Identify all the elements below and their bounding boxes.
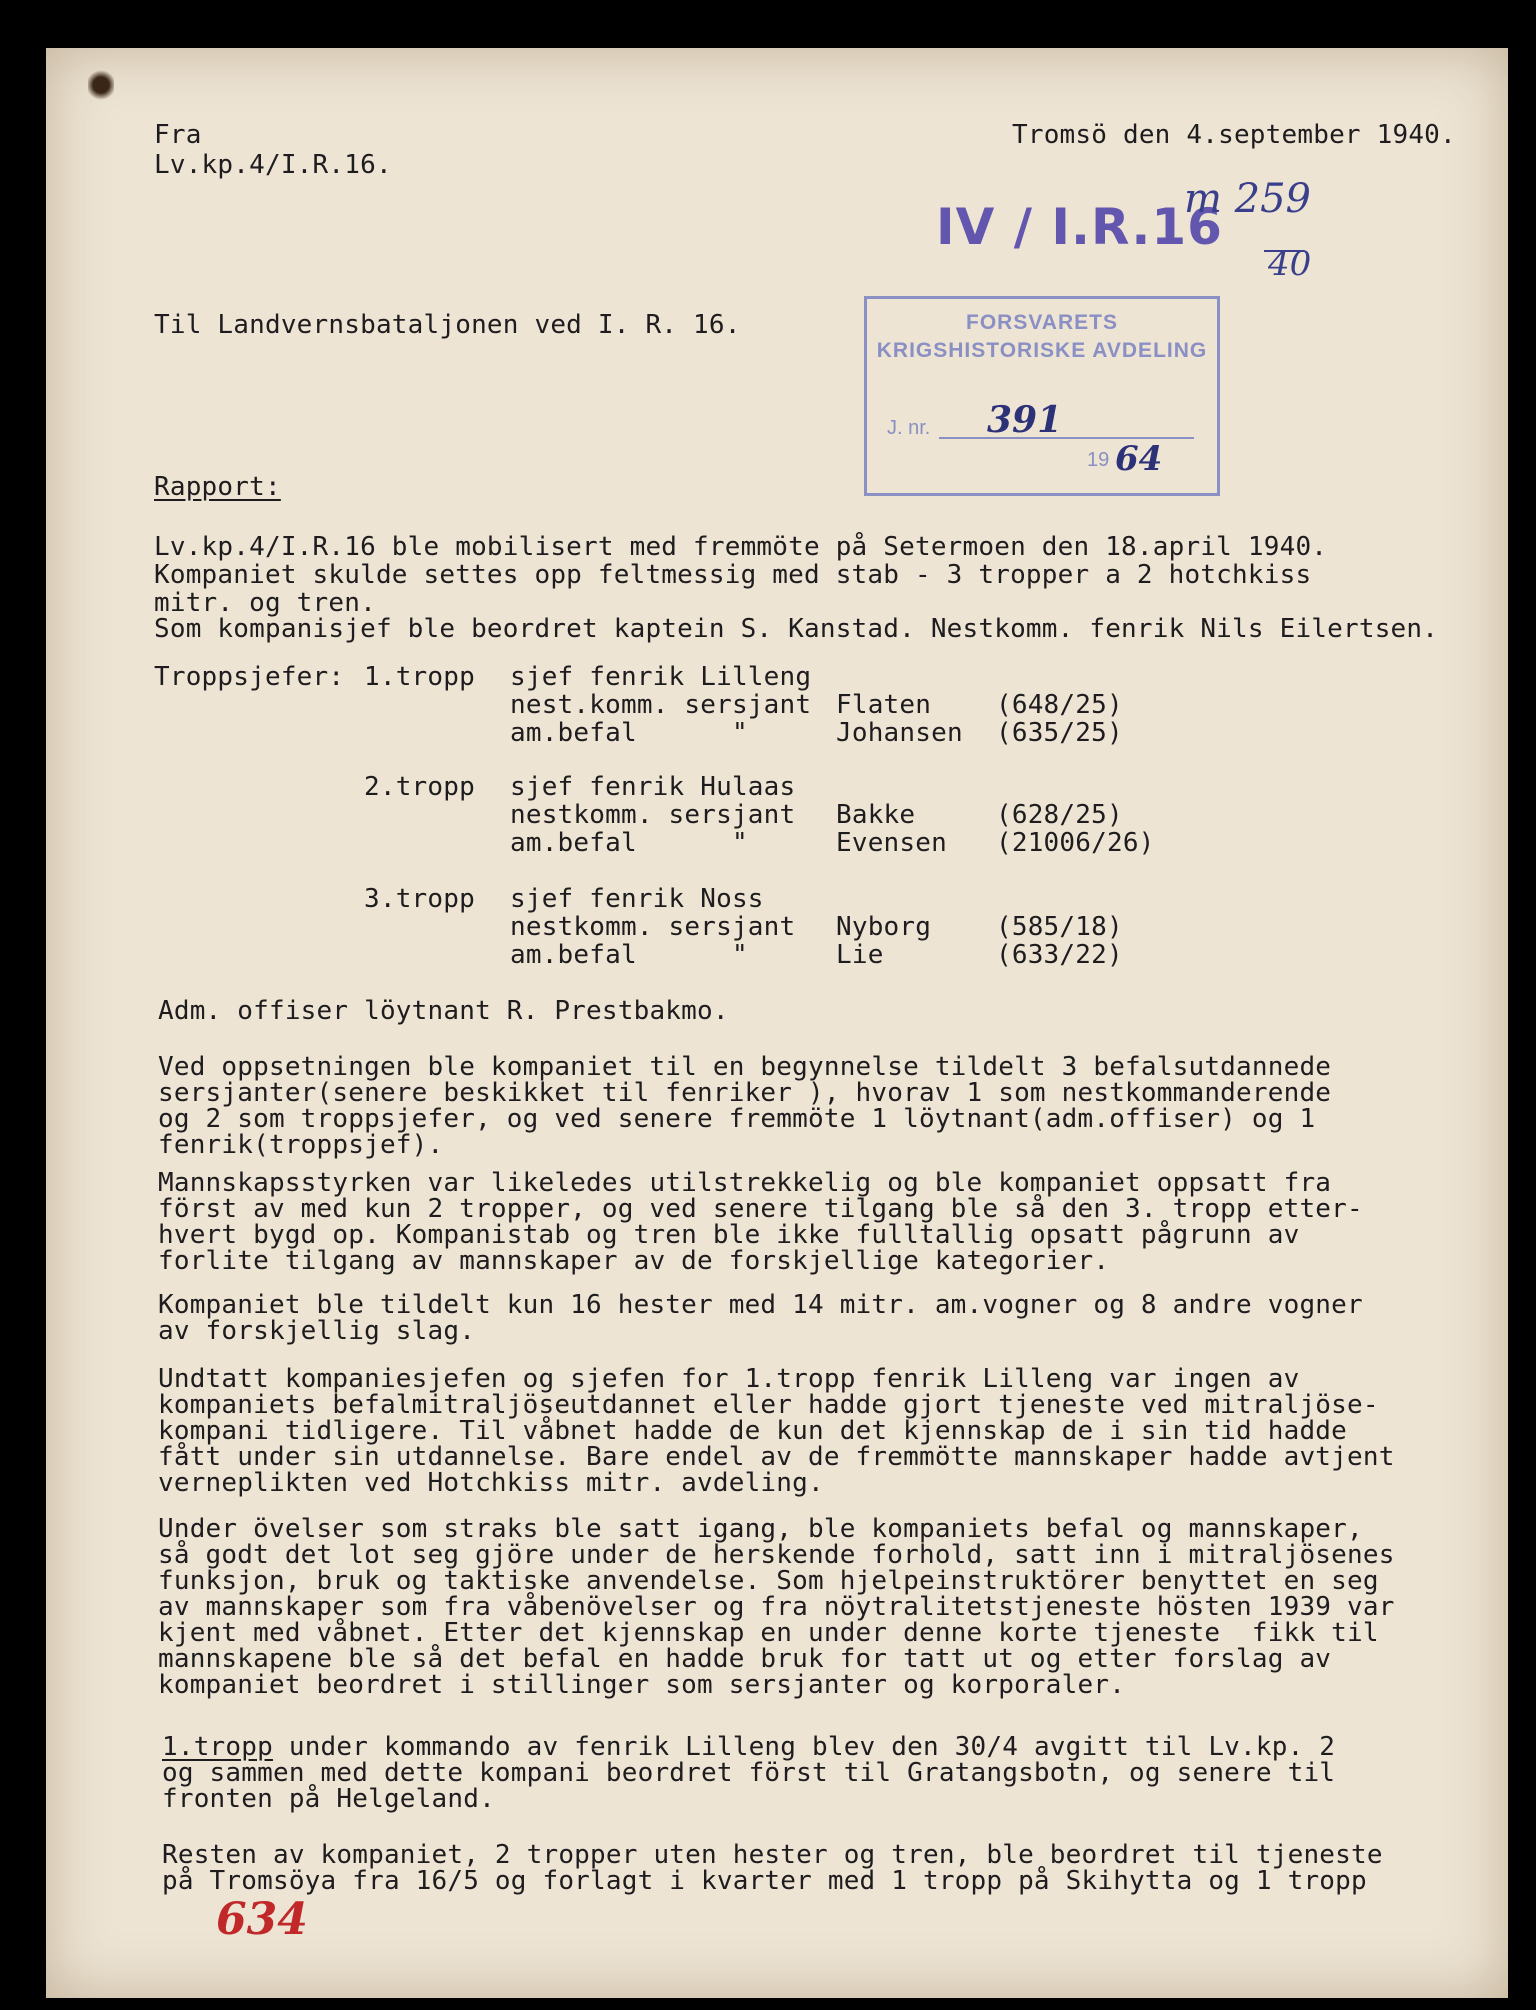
troop-person: Bakke xyxy=(836,800,916,830)
body-line: Under övelser som straks ble satt igang, ble kompaniets befal og mannskaper, xyxy=(158,1514,1363,1544)
year-suffix: 64 xyxy=(1115,439,1163,479)
troop-number: (648/25) xyxy=(996,690,1123,720)
archive-stamp xyxy=(864,296,1220,496)
body-line: först av med kun 2 tropper, og ved senere tilgang ble så den 3. tropp etter- xyxy=(158,1194,1363,1224)
troop-name: 2.tropp xyxy=(364,772,475,802)
year-prefix: 19 xyxy=(1087,449,1110,471)
body-line: av forskjellig slag. xyxy=(158,1316,476,1346)
body-line: kompani tidligere. Til våbnet hadde de kun det kjennskap de i sin tid hadde xyxy=(158,1416,1347,1446)
intro-line: Lv.kp.4/I.R.16 ble mobilisert med fremmöte på Setermoen den 18.april 1940. xyxy=(154,532,1328,562)
troop-name: 3.tropp xyxy=(364,884,475,914)
report-heading: Rapport: xyxy=(154,472,281,502)
troop-name: 1.tropp xyxy=(364,662,475,692)
troop-role: sjef fenrik Noss xyxy=(510,884,764,914)
recipient: Til Landvernsbataljonen ved I. R. 16. xyxy=(154,310,741,340)
body-line: fronten på Helgeland. xyxy=(162,1784,495,1814)
troop-number: (628/25) xyxy=(996,800,1123,830)
troop-person: Flaten xyxy=(836,690,932,720)
intro-line: Som kompanisjef ble beordret kaptein S. Kanstad. Nestkomm. fenrik Nils Eilertsen. xyxy=(154,614,1439,644)
jnr-label: J. nr. xyxy=(887,417,931,439)
intro-line: Kompaniet skulde settes opp feltmessig med stab - 3 tropper a 2 hotchkiss xyxy=(154,560,1312,590)
from-label: Fra xyxy=(154,120,202,150)
body-line: Resten av kompaniet, 2 tropper uten hester og tren, ble beordret til tjeneste xyxy=(162,1840,1383,1870)
body-line: og sammen med dette kompani beordret först til Gratangsbotn, og senere til xyxy=(162,1758,1336,1788)
troop-person: Nyborg xyxy=(836,912,932,942)
troops-label: Troppsjefer: xyxy=(154,662,345,692)
body-line: sersjanter(senere beskikket til fenriker ), hvorav 1 som nestkommanderende xyxy=(158,1078,1332,1108)
troop-number: (635/25) xyxy=(996,718,1123,748)
troop-number: (585/18) xyxy=(996,912,1123,942)
body-line: hvert bygd op. Kompanistab og tren ble ikke fulltallig opsatt pågrunn av xyxy=(158,1220,1300,1250)
body-line: Ved oppsetningen ble kompaniet til en begynnelse tildelt 3 befalsutdannede xyxy=(158,1052,1332,1082)
troop-role: am.befal " xyxy=(510,718,748,748)
body-line: på Tromsöya fra 16/5 og forlagt i kvarter med 1 tropp på Skihytta og 1 tropp xyxy=(162,1866,1367,1896)
body-line-rest: under kommando av fenrik Lilleng blev den 30/4 avgitt til Lv.kp. 2 xyxy=(272,1732,1336,1762)
troop-role: am.befal " xyxy=(510,940,748,970)
troop-person: Lie xyxy=(836,940,884,970)
troop-role: sjef fenrik Lilleng xyxy=(510,662,812,692)
troop-role: nestkomm. sersjant xyxy=(510,800,796,830)
body-line: Undtatt kompaniesjefen og sjefen for 1.tropp fenrik Lilleng var ingen av xyxy=(158,1364,1300,1394)
archive-line1: FORSVARETS xyxy=(966,311,1118,334)
troop-role: am.befal " xyxy=(510,828,748,858)
body-line: fått under sin utdannelse. Bare endel av de fremmötte mannskaper hadde avtjent xyxy=(158,1442,1395,1472)
body-line: kjent med våbnet. Etter det kjennskap en under denne korte tjeneste fikk til xyxy=(158,1618,1379,1648)
body-line: Kompaniet ble tildelt kun 16 hester med 14 mitr. am.vogner og 8 andre vogner xyxy=(158,1290,1363,1320)
handwritten-ref-top: m 259 xyxy=(1184,176,1311,222)
body-line: og 2 som troppsjefer, og ved senere fremmöte 1 löytnant(adm.offiser) og 1 xyxy=(158,1104,1316,1134)
body-line: av mannskaper som fra våbenövelser og fra nöytralitetstjeneste hösten 1939 var xyxy=(158,1592,1395,1622)
body-line: kompaniet beordret i stillinger som sersjanter og korporaler. xyxy=(158,1670,1126,1700)
troop-person: Evensen xyxy=(836,828,947,858)
troop-number: (21006/26) xyxy=(996,828,1155,858)
troop-person: Johansen xyxy=(836,718,963,748)
body-line: fenrik(troppsjef). xyxy=(158,1130,444,1160)
adm-officer: Adm. offiser löytnant R. Prestbakmo. xyxy=(158,996,729,1026)
body-line: funksjon, bruk og taktiske anvendelse. Som hjelpeinstruktörer benyttet en seg xyxy=(158,1566,1379,1596)
body-line: mannskapene ble så det befal en hadde bruk for tatt ut og etter forslag av xyxy=(158,1644,1332,1674)
troop-number: (633/22) xyxy=(996,940,1123,970)
body-line: så godt det lot seg gjöre under de herskende forhold, satt inn i mitraljösenes xyxy=(158,1540,1395,1570)
document-page xyxy=(46,48,1508,1998)
intro-line: mitr. og tren. xyxy=(154,588,376,618)
troop-lead: 1.tropp xyxy=(162,1732,273,1762)
unit-stamp: IV / I.R.16 xyxy=(936,198,1223,256)
jnr-value: 391 xyxy=(987,399,1063,441)
handwritten-ref-bottom: 40 xyxy=(1268,244,1312,284)
burn-mark xyxy=(88,70,114,100)
body-line: verneplikten ved Hotchkiss mitr. avdeling. xyxy=(158,1468,824,1498)
troop-role: sjef fenrik Hulaas xyxy=(510,772,796,802)
troop-role: nest.komm. sersjant xyxy=(510,690,812,720)
place-date: Tromsö den 4.september 1940. xyxy=(1012,120,1456,150)
body-line: forlite tilgang av mannskaper av de forskjellige kategorier. xyxy=(158,1246,1110,1276)
from-unit: Lv.kp.4/I.R.16. xyxy=(154,150,392,180)
body-line: kompaniets befalmitraljöseutdannet eller hadde gjort tjeneste ved mitraljöse- xyxy=(158,1390,1379,1420)
page-number-red: 634 xyxy=(216,1894,308,1945)
body-line: Mannskapsstyrken var likeledes utilstrekkelig og ble kompaniet oppsatt fra xyxy=(158,1168,1332,1198)
troop-role: nestkomm. sersjant xyxy=(510,912,796,942)
archive-line2: KRIGSHISTORISKE AVDELING xyxy=(876,339,1208,362)
